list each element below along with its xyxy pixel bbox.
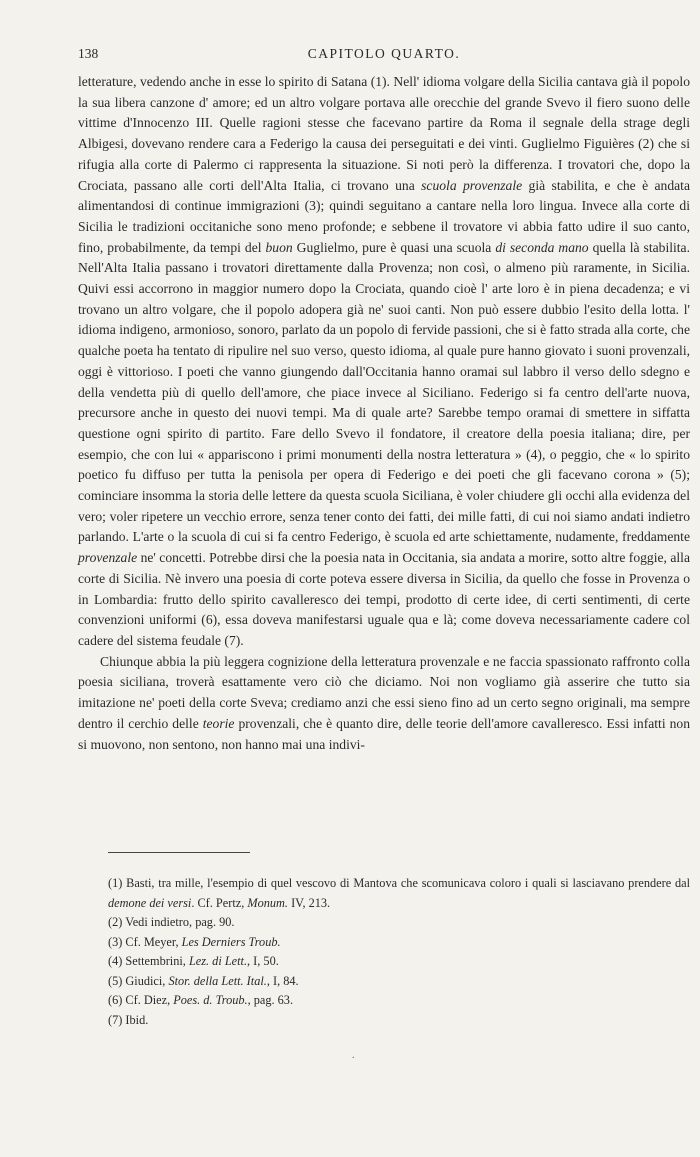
page-header xyxy=(78,46,690,66)
paragraph-2: Chiunque abbia la più leggera cognizione della letteratura provenzale e ne faccia spassionato raffronto colla poesia siciliana, troverà esattamente vero ciò che diciamo. Noi non vogliamo già asserire che tutto sia imitazione ne' poeti della corte Sveva; crediamo anzi che essi sieno fino ad un certo segno originali, ma sempre dentro il cerchio delle teorie provenzali, che è quanto dire, delle teorie dell'amore cavalleresco. Essi infatti non si muovono, non sentono, non hanno mai una indivi- xyxy=(78,653,690,752)
footnotes xyxy=(78,874,690,1030)
footnote-5: (5) Giudici, Stor. della Lett. Ital., I, 84. xyxy=(108,973,299,988)
paragraph-1: letterature, vedendo anche in esse lo spirito di Satana (1). Nell' idioma volgare della Sicilia cantava già il popolo la sua libera canzone d' amore; ed un altro volgare portava alle orecchie del grande Svevo il fiero suono delle vittime d'Innocenzo III. Quelle ragioni stesse che facevano partire da Roma il segnale della strage degli Albigesi, dovevano rendere cara a Federigo la causa dei perseguitati e dei vinti. Guglielmo Figuières (2) che si rifugia alla corte di Palermo ci rappresenta la situazione. Si noti però la differenza. I trovatori che, dopo la Crociata, passano alle corti dell'Alta Italia, ci trovano una scuola provenzale già stabilita, e che è andata alimentandosi di continue immigrazioni (3); quindi seguitano a cantare nella loro lingua. Invece alla corte di Sicilia le tradizioni occitaniche sono meno profonde; e sebbene il trovatore vi abbia fatto udire il suo canto, fino, probabilmente, da tempi del buon Guglielmo, pure è quasi una scuola di seconda mano quella là stabilita. Nell'Alta Italia passano i trovatori direttamente dalla Provenza; non così, o almeno più raramente, in Sicilia. Quivi essi accorrono in maggior numero dopo la Crociata, quando cioè l' arte loro è in piena decadenza; e vi trovano un altro volgare, che il popolo adopera già ne' suoi canti. Non può essere dubbio l'esito della lotta. l' idioma indigeno, armonioso, sonoro, parlato da un popolo di fervide passioni, che si è fatto strada alla corte, che qualche poeta ha tentato di ripulire nel suo verso, questo idioma, al quale pure hanno giovato i suoni provenzali, oggi è vittorioso. I poeti che vanno giungendo dall'Occitania hanno oramai sul labbro il verso dello sdegno e della vendetta più di quello dell'amore, che piace invece al Siciliano. Federigo si fa centro dell'arte nuova, precursore anche in questo dei nuovi tempi. Ma di quale arte? Sarebbe tempo oramai di smettere in siffatta questione ogni spirito di partito. Fare dello Svevo il fondatore, il creatore della poesia italiana; dire, per esempio, che con lui « appariscono i primi monumenti della nostra letteratura » (4), o peggio, che « lo spirito poetico fu diffuso per tutta la penisola per opera di Federigo e dei poeti che gli facevano corona » (5); cominciare insomma la storia delle lettere da questa scuola Siciliana, è voler chiudere gli occhi alla evidenza del vero; voler ripetere un vecchio errore, senza tener conto dei fatti, dei mille fatti, di cui noi siamo andati indietro parlando. L'arte o la scuola di cui si fa centro Federigo, è scuola ed arte schiettamente, nudamente, freddamente provenzale ne' concetti. Potrebbe dirsi che la poesia nata in Occitania, sia andata a morire, sotto altre foggie, alla corte di Sicilia. Nè invero una poesia di corte poteva essere diversa in Sicilia, da quello che fosse in Provenza o in Lombardia: frutto dello spirito cavalleresco dei tempi, prodotto di certe idee, di certi sentimenti, di certe convenzioni uniformi (6), essa doveva manifestarsi uguale qua e là; come doveva necessariamente cadere col cadere del sistema feudale (7). xyxy=(78,74,690,648)
footnote-4: (4) Settembrini, Lez. di Lett., I, 50. xyxy=(108,954,279,968)
footnote-6: (6) Cf. Diez, Poes. d. Troub., pag. 63. xyxy=(108,993,294,1007)
page-mark: . xyxy=(352,1050,355,1061)
page-number: 138 xyxy=(78,46,99,61)
footnote-1: (1) Basti, tra mille, l'esempio di quel vescovo di Mantova che scomunicava coloro i quali si lasciavano prendere dal demone dei versi. Cf. Pertz, Monum. IV, 213. xyxy=(108,876,690,910)
body-text xyxy=(78,72,690,755)
footnote-divider xyxy=(108,852,250,853)
footnote-3: (3) Cf. Meyer, Les Derniers Troub. xyxy=(108,934,281,949)
running-head: CAPITOLO QUARTO. xyxy=(307,46,461,61)
footnote-7: (7) Ibid. xyxy=(108,1012,149,1027)
footnote-2: (2) Vedi indietro, pag. 90. xyxy=(108,915,235,929)
